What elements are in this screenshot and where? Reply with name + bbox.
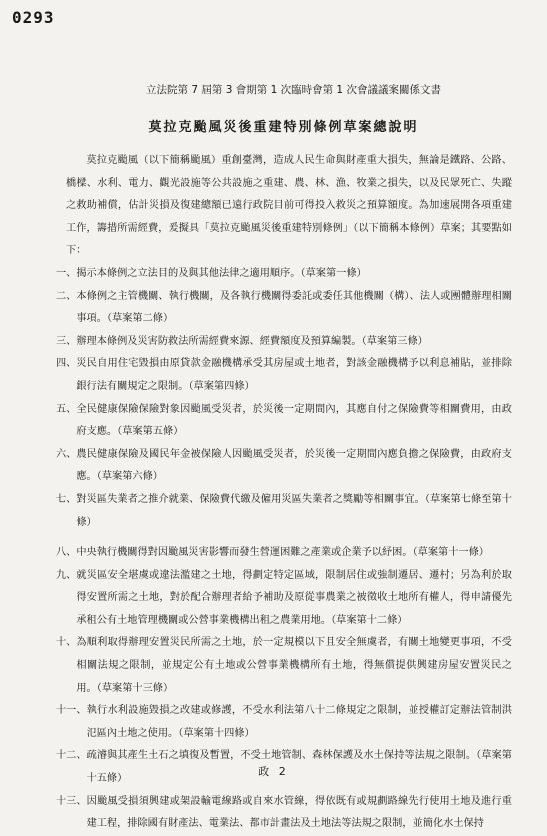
outline-item-text: 辦理本條例及災害防救法所需經費來源、經費額度及預算編製。（草案第三條） [76, 335, 428, 347]
outline-item-number: 五、 [56, 403, 77, 415]
outline-item-text: 疏濬與其產生土石之填復及暫置，不受土地管制、森林保護及水土保持等法規之限制。（草案第十五條） [86, 750, 512, 785]
outline-item-text: 為順利取得辦理安置災民所需之土地，於一定規模以下且安全無虞者，有關土地變更事項，不受相關法規之限制，並規定公有土地或公營事業機構所有土地，得無償提供興建房屋安置災民之用。（草案第十三條） [76, 637, 512, 694]
outline-item-text: 災民自用住宅毀損由原貸款金融機構承受其房屋或土地者，對該金融機構予以利息補貼，並排除銀行法有關規定之限制。（草案第四條） [76, 358, 512, 392]
outline-item-text: 中央執行機關得對因颱風災害影響而發生營運困難之產業或企業予以紓困。（草案第十一條） [76, 547, 489, 559]
page-footer: 政 2 [258, 765, 289, 778]
outline-item [56, 399, 512, 444]
outline-item-text: 全民健康保險保險對象因颱風受災者，於災後一定期間內，其應自付之保險費等相關費用，由政府支應。（草案第五條） [76, 403, 512, 438]
outline-item-text: 就災區安全堪虞或違法濫建之土地，得劃定特定區域，限制居住或強制遷居、遷村；另為利於取得安置所需之土地，對於配合辦理者給予補助及原從事農業之被徵收土地所有權人，得申請優先承租公有土地管理機關或公營事業機構出租之農業用地。（草案第十二條） [76, 569, 512, 626]
outline-list [56, 263, 512, 836]
outline-item [56, 791, 512, 836]
outline-item [56, 286, 512, 331]
outline-item-text: 執行水利設施毀損之改建或修護，不受水利法第八十二條規定之限制，並授權訂定辦法管制洪氾區內土地之使用。（草案第十四條） [86, 705, 512, 739]
outline-item-number: 二、 [56, 290, 77, 302]
outline-item-number: 四、 [56, 358, 77, 370]
outline-item-number: 九、 [56, 569, 77, 581]
outline-item [56, 542, 512, 565]
outline-item-number: 十、 [56, 637, 77, 649]
outline-item [56, 565, 512, 633]
outline-item [56, 263, 512, 286]
outline-item-text: 對災區失業者之推介就業、保險費代繳及僱用災區失業者之獎勵等相關事宜。（草案第七條至第十條） [76, 493, 512, 528]
outline-item [56, 444, 512, 489]
outline-item [56, 353, 512, 398]
document-title: 莫拉克颱風災後重建特別條例草案總說明 [148, 120, 419, 135]
page-number: 0293 [12, 8, 55, 27]
outline-item-number: 三、 [56, 335, 77, 347]
outline-item-text: 農民健康保險及國民年金被保險人因颱風受災者，於災後一定期間內應負擔之保險費，由政府支應。（草案第六條） [76, 448, 512, 483]
outline-item [56, 700, 512, 745]
outline-item [56, 489, 512, 534]
outline-item-number: 十一、 [56, 705, 87, 717]
outline-item [56, 331, 512, 354]
outline-item-text: 因颱風受損須興建或架設輸電線路或自來水管線，得依既有或規劃路線先行使用土地及進行重建工程，排除國有財產法、電業法、都市計畫法及土地法等法規之限制，並簡化水土保持 [86, 795, 512, 830]
outline-item-number: 七、 [56, 493, 77, 505]
intro-paragraph: 莫拉克颱風（以下簡稱颱風）重創臺灣，造成人民生命與財產重大損失，無論是鐵路、公路、橋樑、水利、電力、觀光設施等公共設施之重建、農、林、漁、牧業之損失，以及民眾死亡、失蹤之救助補償，估計災損及復建總額已遠行政院目前可得投入救災之預算額度。為加速展開各項重建工作，籌措所需經費，爰擬具「莫拉克颱風災後重建特別條例」（以下簡稱本條例）草案；其要點如下： [66, 155, 512, 257]
outline-item-number: 六、 [56, 448, 77, 460]
outline-item-number: 一、 [56, 267, 77, 279]
outline-item-number: 十三、 [56, 795, 87, 807]
outline-item-number: 八、 [56, 547, 77, 559]
outline-item [56, 632, 512, 700]
outline-item-text: 揭示本條例之立法目的及與其他法律之適用順序。（草案第一條） [76, 267, 367, 279]
document-header: 立法院第 7 屆第 3 會期第 1 次臨時會第 1 次會議議案關係文書 [146, 84, 441, 96]
outline-item-text: 本條例之主管機關、執行機關，及各執行機關得委託或委任其他機關（構）、法人或團體辦理相關事項。（草案第二條） [76, 290, 512, 325]
outline-item-number: 十二、 [56, 750, 87, 762]
document-body [56, 150, 512, 836]
